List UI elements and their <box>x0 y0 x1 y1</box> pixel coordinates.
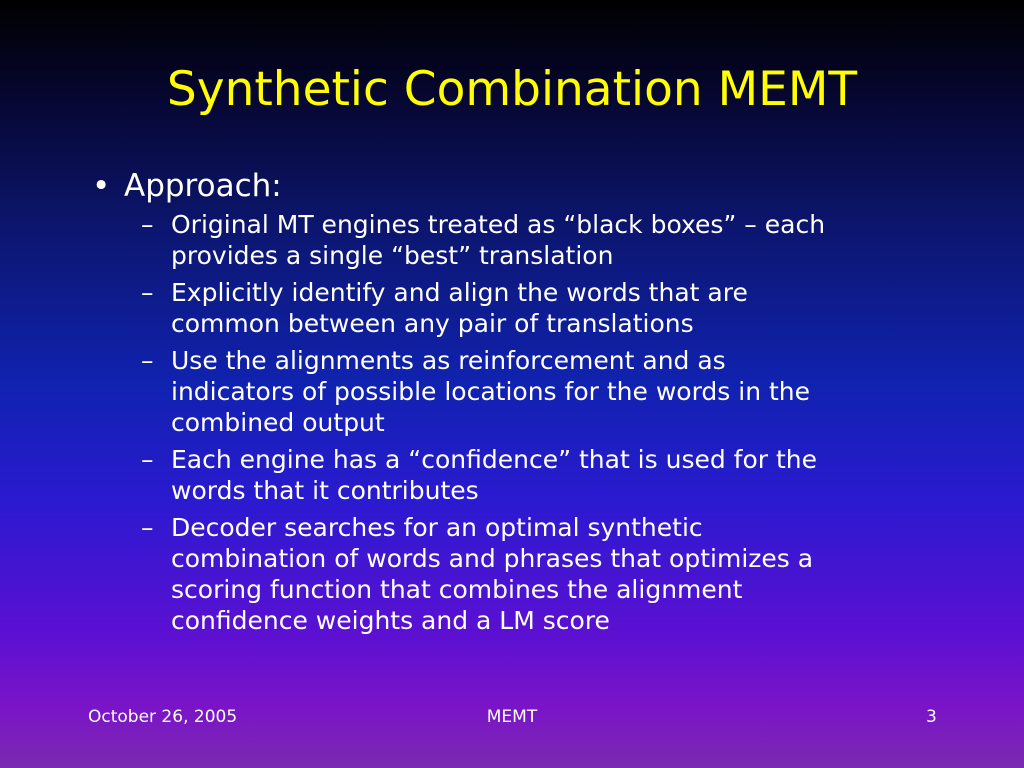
page-number: 3 <box>926 707 937 727</box>
sub-bullet-line: scoring function that combines the alignment <box>171 575 743 604</box>
sub-bullet-line: Each engine has a “confidence” that is used for the <box>171 445 818 474</box>
sub-bullet-item <box>141 277 941 339</box>
sub-bullet-line: indicators of possible locations for the words in the <box>171 377 811 406</box>
sub-bullet-line: combination of words and phrases that optimizes a <box>171 544 814 573</box>
footer-title: MEMT <box>486 707 538 727</box>
sub-bullet-line: confidence weights and a LM score <box>171 606 610 635</box>
sub-bullet-line: provides a single “best” translation <box>171 241 614 270</box>
dash-marker: – <box>141 445 154 474</box>
sub-bullet-line: Explicitly identify and align the words that are <box>171 278 748 307</box>
sub-bullet-line: Use the alignments as reinforcement and as <box>171 346 726 375</box>
sub-bullet-line: Decoder searches for an optimal synthetic <box>171 513 703 542</box>
bullet-approach <box>92 166 282 206</box>
sub-bullet-line: combined output <box>171 408 385 437</box>
dash-marker: – <box>141 278 154 307</box>
sub-bullet-list <box>141 209 941 642</box>
sub-bullet-line: common between any pair of translations <box>171 309 694 338</box>
bullet-marker: • <box>92 168 111 204</box>
sub-bullet-item <box>141 512 941 636</box>
sub-bullet-item <box>141 444 941 506</box>
sub-bullet-line: words that it contributes <box>171 476 479 505</box>
slide-title: Synthetic Combination MEMT <box>166 62 858 117</box>
dash-marker: – <box>141 210 154 239</box>
footer-date: October 26, 2005 <box>88 707 238 727</box>
sub-bullet-item <box>141 345 941 438</box>
sub-bullet-line: Original MT engines treated as “black boxes” – each <box>171 210 826 239</box>
bullet-approach-label: Approach: <box>124 168 282 204</box>
dash-marker: – <box>141 346 154 375</box>
sub-bullet-item <box>141 209 941 271</box>
dash-marker: – <box>141 513 154 542</box>
